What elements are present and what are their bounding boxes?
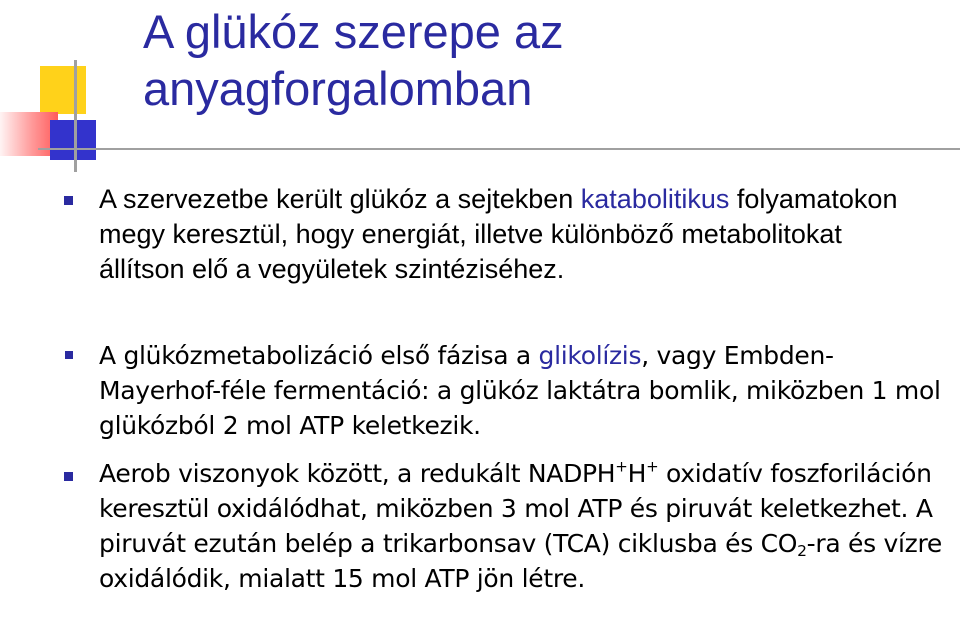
slide-title: [143, 3, 564, 117]
bullet-2-text-end: , vagy Embden-Mayerhof-féle fermentáció: a glükóz laktátra bomlik, miközben 1 mol glükózból 2 mol ATP keletkezik.: [99, 341, 941, 440]
bullet-marker-2: [65, 351, 73, 359]
slide-title-line-2: anyagforgalomban: [143, 62, 533, 115]
bullet-1-text-end: folyamatokon megy keresztül, hogy energiát, illetve különböző metabolitokat állítson elő a vegyületek szintéziséhez.: [99, 184, 898, 284]
decor-blue-square: [50, 120, 96, 160]
bullet-1-highlight: katabolitikus: [580, 184, 730, 214]
bullet-3-superscript-1: +: [615, 457, 628, 476]
decor-vertical-line: [74, 60, 77, 172]
decor-yellow-square: [40, 66, 86, 114]
bullet-marker-3: [64, 472, 73, 481]
bullet-item-2: [99, 338, 949, 443]
bullet-3-text-2: H: [627, 459, 647, 488]
slide-title-line-1: A glükóz szerepe az: [143, 5, 564, 58]
bullet-item-1: [99, 182, 929, 287]
bullet-3-subscript: 2: [797, 541, 807, 560]
bullet-1-text-start: A szervezetbe került glükóz a sejtekben: [99, 184, 581, 214]
bullet-marker-1: [64, 196, 73, 205]
bullet-3-superscript-2: +: [646, 457, 659, 476]
bullet-2-highlight: glikolízis: [538, 341, 642, 370]
bullet-3-text-4: -ra és vízre oxidálódik, mialatt 15 mol ATP jön létre.: [99, 529, 942, 593]
bullet-2-text-start: A glükózmetabolizáció első fázisa a: [99, 341, 539, 370]
bullet-item-3: [99, 456, 959, 596]
title-divider-line: [38, 148, 960, 150]
bullet-3-text-3: oxidatív foszforiláción keresztül oxidálódhat, miközben 3 mol ATP és piruvát keletkezhet. A piruvát ezután belép a trikarbonsav (TCA) ciklusba és CO: [99, 459, 933, 558]
bullet-3-text-1: Aerob viszonyok között, a redukált NADPH: [99, 459, 616, 488]
